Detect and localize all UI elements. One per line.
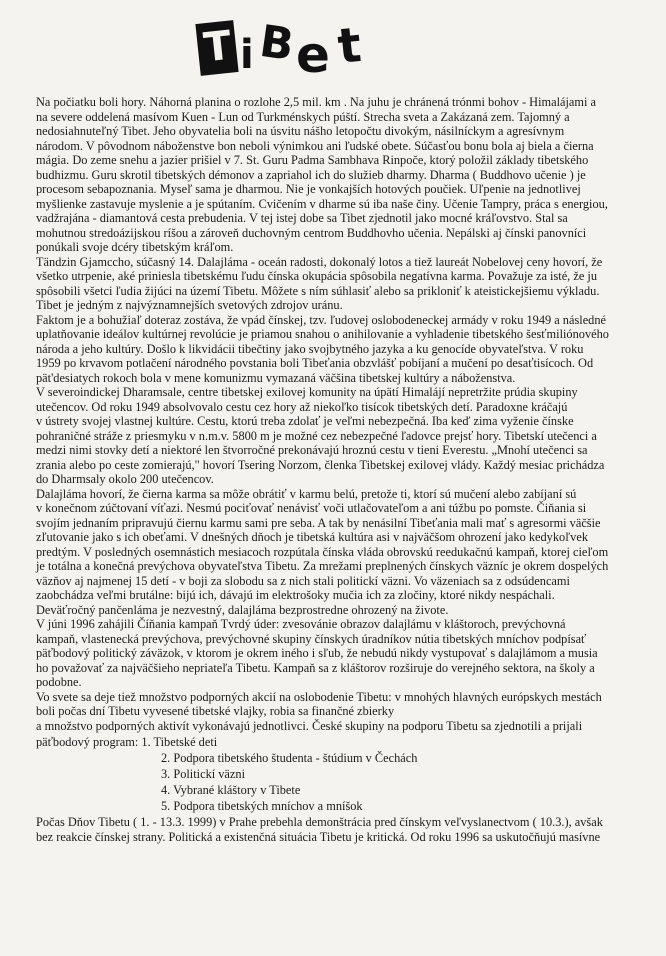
title-letter: T bbox=[201, 22, 234, 72]
text-line: v ústrety svojej vlastnej kultúre. Cestu, ktorú treba zdolať je veľmi nebezpečná. Iba keď zima vyženie čínske bbox=[36, 414, 574, 428]
text-line: 1959 po krvavom potlačení národného povstania boli Tibeťania obzvlášť pobíjaní a mučení po desaťtisícoch. Od bbox=[36, 356, 594, 370]
text-line: kampaň, vlastenecká prevýchova, prevýchovné skupiny čínskych úradníkov nútia tibetských mníchov podpísať bbox=[36, 631, 587, 646]
text-line: päťbodový politický záväzok, v ktorom je okrem iného i sľub, že nebudú nikdy vystupovať s dalajlámom a musia bbox=[36, 646, 598, 660]
text-line: pät'desiatych rokoch bola v mene komunizmu vymazaná väčšina tibetskej kultúry a náboženstva. bbox=[36, 370, 516, 385]
text-line: zrania alebo po ceste zomierajú," hovorí Tsering Norzom, členka Tibetskej exilovej vlády. Každý mesiac prichádza bbox=[36, 457, 605, 472]
text-line: zľutovanie jako s ich obeťami. V dnešných dňoch je tibetská kultúra asi v najväčšom ohrození jako kedykoľvek bbox=[36, 530, 589, 544]
title-letter: B bbox=[256, 15, 297, 72]
text-line: nedosiahnuteľný Tibet. Jeho obyvatelia boli na úsvitu nášho letopočtu divokým, násilníckym a agresívnym bbox=[36, 124, 565, 138]
title-logo bbox=[190, 12, 390, 82]
paragraph bbox=[36, 95, 660, 255]
text-line: utečencov. Od roku 1949 absolvovalo cestu cez hory až niekoľko tisícok tibetských detí. Paradoxne kráčajú bbox=[36, 399, 568, 414]
text-line: medzi nimi stovky detí a niektoré len štvorročné prekonávajú hroznú cestu v tieni Everestu. „Mnohí utečenci sa bbox=[36, 443, 588, 457]
paragraph bbox=[36, 690, 660, 734]
text-line: budhizmu. Guru skrotil tibetských démonov a zapriahol ich do služieb dharmy. Dharma ( Buddhovo učenie ) je bbox=[36, 167, 586, 182]
title-letter: i bbox=[240, 32, 254, 78]
text-line: ponúkali svoje dcéry tibetským kráľom. bbox=[36, 240, 234, 254]
text-line: Faktom je a bohužiaľ doteraz zostáva, že vpád čínskej, tzv. ľudovej oslobodeneckej armády v roku 1949 a následné bbox=[36, 312, 606, 327]
program-item: 2. Podpora tibetského študenta - štúdium v Čechách bbox=[161, 751, 418, 765]
program-item: 1. Tibetské deti bbox=[141, 735, 218, 749]
text-line: je totálna a konečná prevýchova obyvateľstva Tibetu. Za mrežami preplnených čínskych väzníc je okrem dospelých bbox=[36, 559, 609, 573]
text-line: vadžrajána - diamantová cesta prebudenia. V tej istej dobe sa Tibet zjednotil jako mocné kráľovstvo. Stal sa bbox=[36, 211, 568, 225]
article-body bbox=[36, 95, 660, 844]
text-line: Deväťročný pančenláma je nezvestný, dalajláma bezprostredne ohrozený na živote. bbox=[36, 602, 449, 617]
paragraph bbox=[36, 385, 660, 487]
text-line: ho považovať za najväčšieho nepriateľa Tibetu. Kampaň sa z kláštorov rozširuje do verejného sektora, na školy a bbox=[36, 660, 595, 675]
text-line: uplatňovanie ideálov kultúrnej revolúcie je priamou snahou o anihilovanie a vyhladenie tibetského šesťmiliónového bbox=[36, 327, 609, 341]
text-line: pohraničné stráže z priesmyku v n.m.v. 5800 m je možné cez nebezpečné ľadovce prejsť hory. Tibetskí utečenci a bbox=[36, 428, 597, 443]
text-line: spôsobili všetci ľudia žijúci na území Tibetu. Môžete s ním súhlasiť alebo sa prikloniť k ateistickejšiemu výkladu. bbox=[36, 283, 600, 298]
text-line: národom. V pôvodnom náboženstve bon neboli výnimkou ani ľudské obete. Súčasťou bonu bola aj biela a čierna bbox=[36, 138, 594, 153]
text-line: myšlienke zastavuje myslenie a je spútaním. Cvičením v dharme sú iba naše činy. Učenie Tampry, práca s energiou, bbox=[36, 196, 608, 211]
text-line: do Dharmsaly okolo 200 utečencov. bbox=[36, 472, 214, 486]
text-line: svojím jednaním pripravujú čiernu karmu sami pre seba. A tak by nenásilní Tibeťania mali mať s agresormi väčšie bbox=[36, 515, 601, 530]
paragraph bbox=[36, 603, 660, 618]
paragraph bbox=[36, 255, 660, 313]
title-letter: t bbox=[335, 16, 364, 76]
text-line: Tibet je jedným z najvýznamnejších svetových zdrojov uránu. bbox=[36, 298, 343, 312]
text-line: národa a jeho kultúry. Došlo k likvidácii tibečtiny jako svojbytného jazyka a ku genocíde obyvateľstva. V roku bbox=[36, 341, 584, 356]
program-item: 3. Politickí väzni bbox=[161, 767, 245, 781]
text-line: zaobchádza veľmi brutálne: bijú ich, dávajú im elektrošoky mučia ich za zločiny, ktoré nikdy nespáchali. bbox=[36, 588, 555, 602]
paragraph bbox=[36, 617, 660, 690]
program-list bbox=[36, 735, 660, 815]
text-line: v konečnom zúčtovaní víťazi. Nesmú pociťovať nenávisť voči utlačovateľom a ani túžbu po pomste. Čiňania si bbox=[36, 501, 587, 515]
text-line: V severoindickej Dharamsale, centre tibetskej exilovej komunity na úpätí Himalájí nepretržite prúdia skupiny bbox=[36, 385, 578, 399]
text-line: na severe oddelená masívom Kuen - Lun od Turkménskych púští. Strecha sveta a Zakázaná zem. Tajomný a bbox=[36, 109, 570, 124]
text-line: V júni 1996 zahájili Číňania kampaň Tvrdý úder: zvesovánie obrazov dalajlámu v kláštoroch, prevýchovná bbox=[36, 617, 566, 631]
text-line: Dalajláma hovorí, že čierna karma sa môže obrátiť v karmu belú, pretože ti, ktorí sú mučení alebo zabíjaní sú bbox=[36, 486, 577, 501]
paragraph bbox=[36, 487, 660, 603]
text-line: všetko utrpenie, aké priniesla tibetskému ľudu čínska okupácia spôsobila negatívna karma. Považuje za isté, že ju bbox=[36, 269, 597, 283]
text-line: mohutnou stredoázijskou ríšou a zároveň duchovným centrom Buddhovho učenia. Nepálski aj čínski panovníci bbox=[36, 225, 587, 240]
text-line: väzňov aj najmenej 15 detí - v boji za slobodu sa z nich stali politickí väzni. Vo väzeniach sa z odsúdencami bbox=[36, 573, 570, 588]
text-line: Tändzin Gjamccho, súčasný 14. Dalajláma - oceán radosti, dokonalý lotos a tiež laureát Nobelovej ceny hovorí, že bbox=[36, 254, 603, 269]
text-line: boli počas dní Tibetu vyvesené tibetské vlajky, robia sa finančné zbierky bbox=[36, 704, 395, 718]
article-paragraphs bbox=[36, 95, 660, 733]
text-line: Vo svete sa deje tiež množstvo podporných akcií na oslobodenie Tibetu: v mnohých hlavných európskych mestách bbox=[36, 689, 602, 704]
program-line-first bbox=[36, 735, 660, 751]
program-item: 5. Podpora tibetských mníchov a mníšok bbox=[161, 799, 363, 813]
program-item: 4. Vybrané kláštory v Tibete bbox=[161, 783, 301, 797]
closing-line: bez reakcie čínskej strany. Politická a existenčná situácia Tibetu je kritická. Od roku 1996 sa uskutočňujú masívne bbox=[36, 829, 601, 844]
text-line: procesom sebapoznania. Myseľ sama je dharmou. Nie je vonkajších hotových poučiek. Uľpenie na jednotlivej bbox=[36, 182, 581, 196]
text-line: Na počiatku boli hory. Náhorná planina o rozlohe 2,5 mil. km . Na juhu je chránená trónmi bohov - Himalájami a bbox=[36, 95, 597, 109]
text-line: predtým. V posledných osemnástich mesiacoch rozpútala čínska vláda obrovskú reedukačnú kampaň, ktorej cieľom bbox=[36, 544, 609, 559]
closing-line: Počas Dňov Tibetu ( 1. - 13.3. 1999) v Prahe prebehla demonštrácia pred čínskym veľvyslanectvom ( 10.3.), avšak bbox=[36, 815, 603, 829]
program-intro: päťbodový program: bbox=[36, 735, 139, 749]
text-line: podobne. bbox=[36, 675, 82, 689]
text-line: mágia. Do zeme snehu a jazier prišiel v 7. St. Guru Padma Sambhava Rinpoče, ktorý položil základy tibetského bbox=[36, 153, 589, 167]
paragraph bbox=[36, 313, 660, 386]
text-line: a množstvo podporných aktivít vykonávajú jednotlivci. České skupiny na podporu Tibetu sa zjednotili a prijali bbox=[36, 718, 583, 733]
title-letter: e bbox=[296, 26, 330, 84]
